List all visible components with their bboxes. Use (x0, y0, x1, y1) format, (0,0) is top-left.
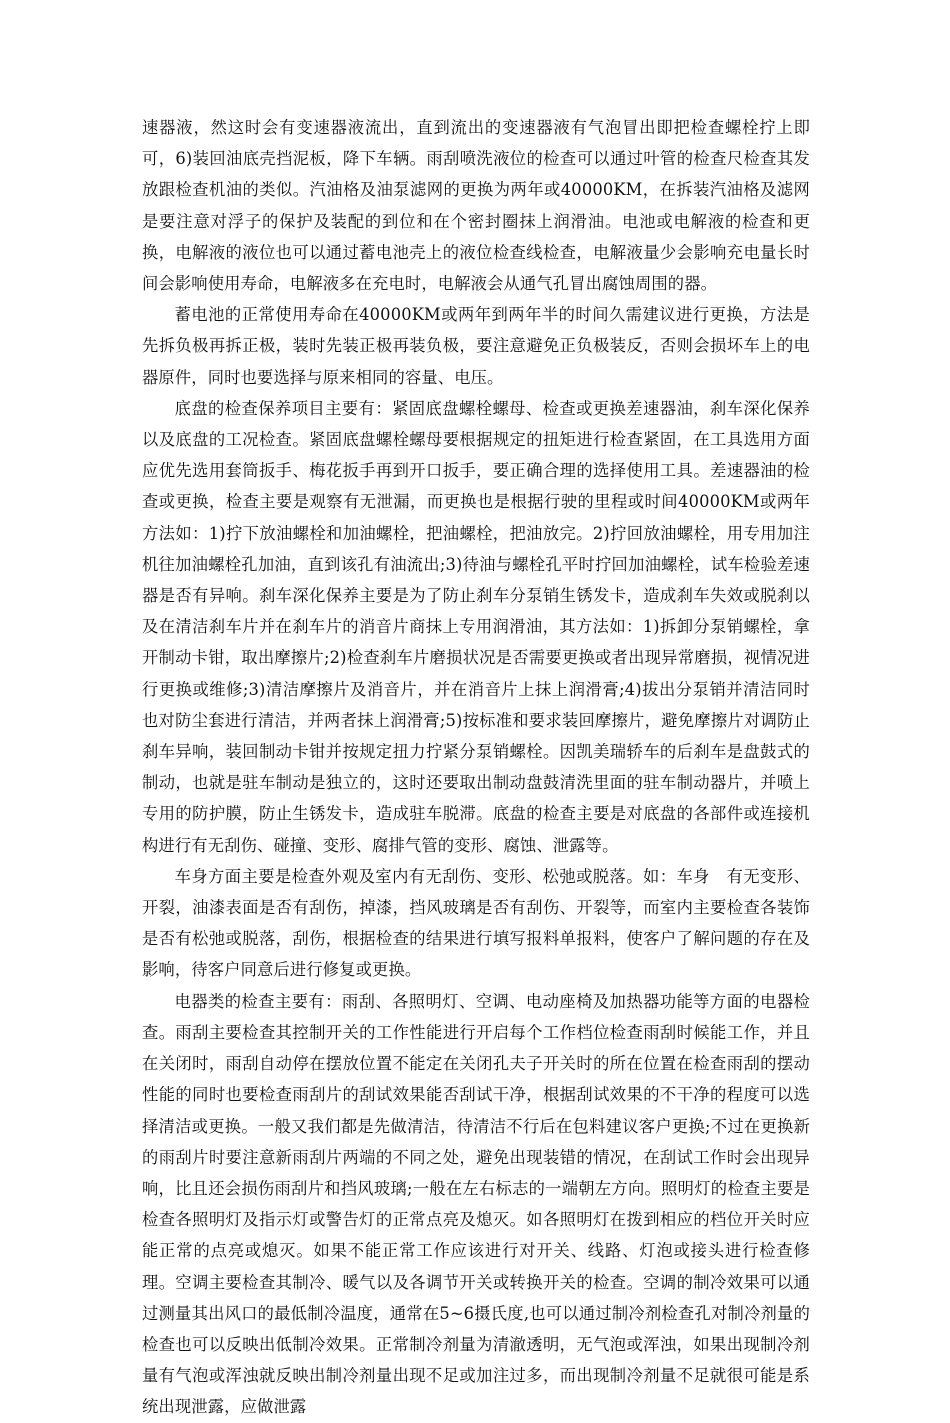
paragraph-2: 蓄电池的正常使用寿命在40000KM或两年到两年半的时间久需建议进行更换，方法是先拆负极再拆正极，装时先装正极再装负极，要注意避免正负极装反，否则会损坏车上的电器原件，同时也要选择与原来相同的容量、电压。 (142, 305, 810, 387)
document-body (142, 112, 810, 1423)
paragraph-5: 电器类的检查主要有：雨刮、各照明灯、空调、电动座椅及加热器功能等方面的电器检查。雨刮主要检查其控制开关的工作性能进行开启每个工作档位检查雨刮时候能工作，并且在关闭时，雨刮自动停在摆放位置不能定在关闭孔夫子开关时的所在位置在检查雨刮的摆动性能的同时也要检查雨刮片的刮试效果能否刮试干净，根据刮试效果的不干净的程度可以选择清洁或更换。一般又我们都是先做清洁，待清洁不行后在包料建议客户更换;不过在更换新的雨刮片时要注意新雨刮片两端的不同之处，避免出现装错的情况，在刮试工作时会出现异响，比且还会损伤雨刮片和挡风玻璃;一般在左右标志的一端朝左方向。照明灯的检查主要是检查各照明灯及指示灯或警告灯的正常点亮及熄灭。如各照明灯在拨到相应的档位开关时应能正常的点亮或熄灭。如果不能正常工作应该进行对开关、线路、灯泡或接头进行检查修理。空调主要检查其制冷、暖气以及各调节开关或转换开关的检查。空调的制冷效果可以通过测量其出风口的最低制冷温度，通常在5~6摄氏度,也可以通过制冷剂检查孔对制冷剂量的检查也可以反映出低制冷效果。正常制冷剂量为清澈透明，无气泡或浑浊，如果出现制冷剂量有气泡或浑浊就反映出制冷剂量出现不足或加注过多，而出现制冷剂量不足就很可能是系统出现泄露，应做泄露 (142, 991, 810, 1417)
paragraph-4: 车身方面主要是检查外观及室内有无刮伤、变形、松弛或脱落。如：车身 有无变形、开裂，油漆表面是否有刮伤，掉漆，挡风玻璃是否有刮伤、开裂等，而室内主要检查各装饰是否有松弛或脱落，刮伤，根据检查的结果进行填写报料单报料，使客户了解问题的存在及影响，待客户同意后进行修复或更换。 (142, 866, 810, 980)
paragraph-1: 速器液，然这时会有变速器液流出，直到流出的变速器液有气泡冒出即把检查螺栓拧上即可，6)装回油底壳挡泥板，降下车辆。雨刮喷洗液位的检查可以通过叶管的检查尺检查其发放跟检查机油的类似。汽油格及油泵滤网的更换为两年或40000KM，在拆装汽油格及滤网是要注意对浮子的保护及装配的到位和在个密封圈抹上润滑油。电池或电解液的检查和更换，电解液的液位也可以通过蓄电池壳上的液位检查线检查，电解液量少会影响充电量长时间会影响使用寿命，电解液多在充电时，电解液会从通气孔冒出腐蚀周围的器。 (142, 118, 810, 294)
paragraph-3: 底盘的检查保养项目主要有：紧固底盘螺栓螺母、检查或更换差速器油，刹车深化保养以及底盘的工况检查。紧固底盘螺栓螺母要根据规定的扭矩进行检查紧固，在工具选用方面应优先选用套筒扳手、梅花扳手再到开口扳手，要正确合理的选择使用工具。差速器油的检查或更换，检查主要是观察有无泄漏，而更换也是根据行驶的里程或时间40000KM或两年方法如：1)拧下放油螺栓和加油螺栓，把油螺栓，把油放完。2)拧回放油螺栓，用专用加注机往加油螺栓孔加油，直到该孔有油流出;3)待油与螺栓孔平时拧回加油螺栓，试车检验差速器是否有异响。刹车深化保养主要是为了防止刹车分泵销生锈发卡，造成刹车失效或脱刹以及在清洁刹车片并在刹车片的消音片商抹上专用润滑油，其方法如：1)拆卸分泵销螺栓，拿开制动卡钳，取出摩擦片;2)检查刹车片磨损状况是否需要更换或者出现异常磨损，视情况进行更换或维修;3)清洁摩擦片及消音片，并在消音片上抹上润滑膏;4)拔出分泵销并清洁同时也对防尘套进行清洁，并两者抹上润滑膏;5)按标准和要求装回摩擦片，避免摩擦片对调防止刹车异响，装回制动卡钳并按规定扭力拧紧分泵销螺栓。因凯美瑞轿车的后刹车是盘鼓式的制动，也就是驻车制动是独立的，这时还要取出制动盘鼓清洗里面的驻车制动器片，并喷上专用的防护膜，防止生锈发卡，造成驻车脱滞。底盘的检查主要是对底盘的各部件或连接机构进行有无刮伤、碰撞、变形、腐排气管的变形、腐蚀、泄露等。 (142, 398, 810, 855)
